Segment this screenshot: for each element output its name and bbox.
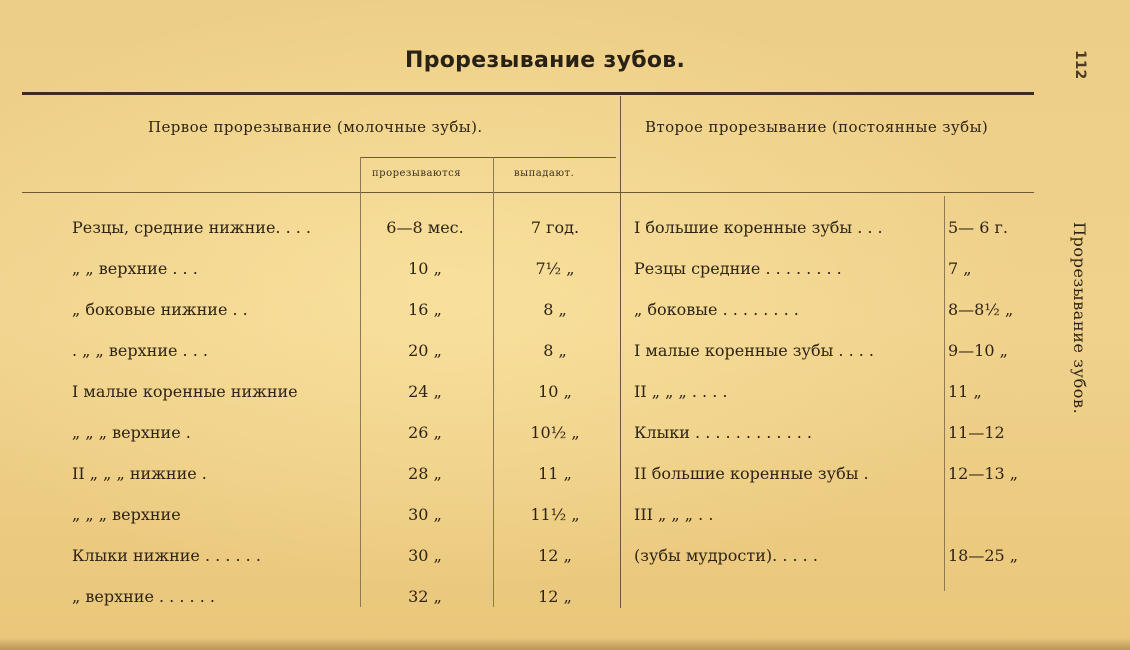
table-cell: II „ „ „ нижние . — [72, 464, 207, 483]
table-cell: III „ „ „ . . — [634, 505, 714, 524]
table-cell: 12 „ — [538, 587, 572, 606]
table-cell: 11½ „ — [530, 505, 580, 524]
table-cell: 10½ „ — [530, 423, 580, 442]
table-cell: 24 „ — [408, 382, 442, 401]
table-cell: 5— 6 г. — [948, 218, 1008, 237]
table-cell: 11—12 — [948, 423, 1005, 442]
table-cell: 26 „ — [408, 423, 442, 442]
table-cell: 30 „ — [408, 546, 442, 565]
table-cell: 10 „ — [538, 382, 572, 401]
table-cell: „ „ верхние . . . — [72, 259, 198, 278]
table-cell: „ боковые нижние . . — [72, 300, 248, 319]
table-cell: „ „ „ верхние . — [72, 423, 191, 442]
running-side-title: Прорезывание зубов. — [1070, 222, 1089, 415]
header-bottom-rule — [22, 192, 1034, 193]
table-cell: 7 год. — [530, 218, 580, 237]
table-cell: II „ „ „ . . . . — [634, 382, 728, 401]
title-rule — [22, 92, 1034, 95]
erupt-column-header: прорезываются — [372, 168, 462, 179]
table-cell: 11 „ — [538, 464, 572, 483]
table-cell: 9—10 „ — [948, 341, 1008, 360]
table-cell: 8—8½ „ — [948, 300, 1014, 319]
table-cell: 20 „ — [408, 341, 442, 360]
table-cell: I малые коренные нижние — [72, 382, 298, 401]
table-cell: 8 „ — [543, 341, 567, 360]
table-cell: (зубы мудрости). . . . . — [634, 546, 818, 565]
section-divider — [620, 96, 621, 608]
page-title: Прорезывание зубов. — [405, 48, 686, 73]
table-cell: 6—8 мес. — [386, 218, 464, 237]
table-cell: 7 „ — [948, 259, 972, 278]
table-cell: 11 „ — [948, 382, 982, 401]
table-cell: 12—13 „ — [948, 464, 1019, 483]
table-cell: Резцы средние . . . . . . . . — [634, 259, 842, 278]
table-cell: I большие коренные зубы . . . — [634, 218, 883, 237]
table-cell: Резцы, средние нижние. . . . — [72, 218, 312, 237]
page-number: 112 — [1072, 50, 1088, 80]
table-cell: 12 „ — [538, 546, 572, 565]
table-cell: 7½ „ — [535, 259, 575, 278]
page-edge-shadow — [0, 638, 1130, 650]
primary-teething-header: Первое прорезывание (молочные зубы). — [148, 118, 483, 136]
table-cell: II большие коренные зубы . — [634, 464, 869, 483]
table-cell: 18—25 „ — [948, 546, 1019, 565]
table-cell: 16 „ — [408, 300, 442, 319]
fall-column-header: выпадают. — [514, 168, 575, 179]
table-cell: „ боковые . . . . . . . . — [634, 300, 799, 319]
table-cell: 32 „ — [408, 587, 442, 606]
subheader-top-rule — [360, 157, 616, 158]
table-cell: . „ „ верхние . . . — [72, 341, 208, 360]
table-cell: „ „ „ верхние — [72, 505, 181, 524]
table-cell: 30 „ — [408, 505, 442, 524]
table-cell: 8 „ — [543, 300, 567, 319]
permanent-teething-header: Второе прорезывание (постоянные зубы) — [645, 118, 989, 136]
table-cell: Клыки . . . . . . . . . . . . — [634, 423, 813, 442]
table-cell: „ верхние . . . . . . — [72, 587, 215, 606]
table-cell: I малые коренные зубы . . . . — [634, 341, 874, 360]
age-column-rule — [944, 196, 945, 591]
table-cell: Клыки нижние . . . . . . — [72, 546, 261, 565]
table-cell: 28 „ — [408, 464, 442, 483]
table-cell: 10 „ — [408, 259, 442, 278]
